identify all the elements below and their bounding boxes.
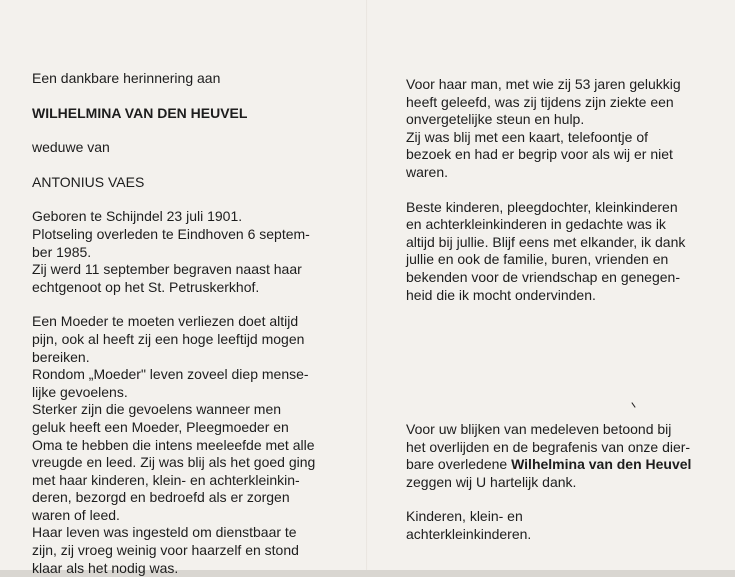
right-panel bbox=[406, 76, 704, 304]
husband-line: bezoek en had er begrip voor als wij er niet bbox=[406, 146, 673, 163]
thanks-line: Voor uw blijken van medeleven betoond bij bbox=[406, 421, 672, 437]
verse-line: waren of leed. bbox=[32, 506, 120, 523]
signature-paragraph bbox=[406, 508, 704, 543]
print-speck bbox=[631, 402, 635, 407]
intro-text: Een dankbare herinnering aan bbox=[32, 70, 221, 86]
verse-line: Een Moeder te moeten verliezen doet altijd bbox=[32, 313, 299, 330]
dates-line: Geboren te Schijndel 23 juli 1901. bbox=[32, 208, 243, 225]
card-fold bbox=[366, 0, 368, 570]
thanks-line: zeggen wij U hartelijk dank. bbox=[406, 473, 577, 490]
children-line: en achterkleinkinderen in gedachte was ik bbox=[406, 216, 666, 233]
dates-line: echtgenoot op het St. Petruskerkhof. bbox=[32, 278, 260, 295]
thanks-panel bbox=[406, 421, 704, 544]
verse-line: klaar als het nodig was. bbox=[32, 559, 179, 576]
children-line: heid die ik mocht ondervinden. bbox=[406, 286, 596, 303]
children-line: Beste kinderen, pleegdochter, kleinkinderen bbox=[406, 198, 678, 215]
thanks-line bbox=[406, 456, 704, 474]
thanks-line: het overlijden en de begrafenis van onze dier- bbox=[406, 438, 691, 455]
verse-line: zijn, zij vroeg weinig voor haarzelf en stond bbox=[32, 542, 299, 559]
verse-line: Sterker zijn die gevoelens wanneer men bbox=[32, 401, 282, 418]
left-panel bbox=[32, 70, 332, 577]
thanks-line-prefix: bare overledene bbox=[406, 456, 512, 473]
husband-line: Zij was blij met een kaart, telefoontje of bbox=[406, 128, 649, 145]
deceased-name: WILHELMINA VAN DEN HEUVEL bbox=[32, 104, 248, 121]
husband-paragraph bbox=[406, 76, 704, 182]
verse-line: lijke gevoelens. bbox=[32, 383, 128, 400]
children-paragraph bbox=[406, 199, 704, 305]
dates-line: ber 1985. bbox=[32, 243, 92, 260]
verse-line: met haar kinderen, klein- en achterkleinkin- bbox=[32, 471, 300, 488]
husband-line: waren. bbox=[406, 163, 449, 180]
husband-line: onvergetelijke steun en hulp. bbox=[406, 111, 585, 128]
deceased-name-inline: Wilhelmina van den Heuvel bbox=[511, 456, 692, 473]
verse-line: Haar leven was ingesteld om dienstbaar te bbox=[32, 524, 297, 541]
verse-line: Oma te hebben die intens meeleefde met alle bbox=[32, 436, 315, 453]
husband-name: ANTONIUS VAES bbox=[32, 173, 145, 190]
verse-line: deren, bezorgd en bedroefd als er zorgen bbox=[32, 489, 290, 506]
children-line: jullie en ook de familie, buren, vrienden en bbox=[406, 251, 669, 268]
verse-line: vreugde en leed. Zij was blij als het goed ging bbox=[32, 454, 316, 471]
dates-line: Plotseling overleden te Eindhoven 6 septem- bbox=[32, 225, 310, 242]
widow-of-text: weduwe van bbox=[32, 139, 110, 156]
thanks-paragraph bbox=[406, 421, 704, 491]
signature-line: achterkleinkinderen. bbox=[406, 525, 532, 542]
verse-line: geluk heeft een Moeder, Pleegmoeder en bbox=[32, 418, 289, 435]
husband-line: heeft geleefd, was zij tijdens zijn ziekte een bbox=[406, 93, 674, 110]
husband-line: Voor haar man, met wie zij 53 jaren gelukkig bbox=[406, 76, 681, 92]
signature-line: Kinderen, klein- en bbox=[406, 508, 523, 525]
verse-line: pijn, ook al heeft zij een hoge leeftijd mogen bbox=[32, 330, 305, 347]
children-line: altijd bij jullie. Blijf eens met elkander, ik dank bbox=[406, 233, 686, 250]
verse-line: Rondom „Moeder" leven zoveel diep mense- bbox=[32, 366, 309, 383]
children-line: bekenden voor de vriendschap en genegen- bbox=[406, 268, 680, 285]
verse-line: bereiken. bbox=[32, 348, 90, 365]
verse-paragraph bbox=[32, 313, 332, 577]
dates-paragraph bbox=[32, 208, 332, 296]
dates-line: Zij werd 11 september begraven naast haar bbox=[32, 261, 302, 278]
